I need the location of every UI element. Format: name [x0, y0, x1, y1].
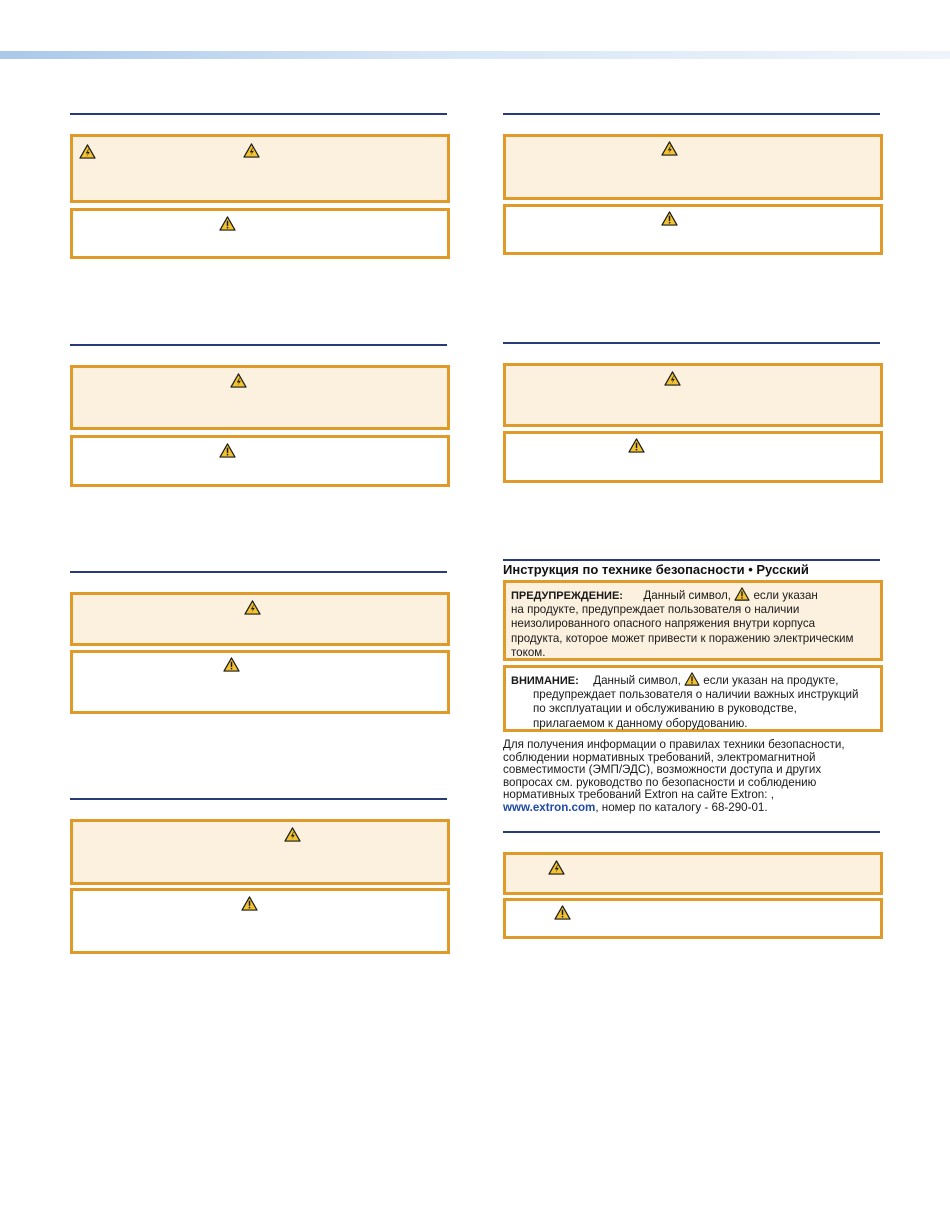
- section-heading-russian: Инструкция по технике безопасности • Русский: [503, 562, 809, 577]
- section-rule: [503, 831, 880, 833]
- warning-text: током.: [511, 645, 546, 659]
- caution-text: по эксплуатации и обслуживанию в руководстве,: [533, 702, 797, 716]
- caution-box-russian: [503, 665, 883, 732]
- warning-text: Данный символ,: [643, 589, 732, 602]
- caution-text: прилагаемом к данному оборудованию.: [533, 716, 748, 730]
- caution-box: [70, 650, 450, 714]
- warning-text: неизолированного опасного напряжения внутри корпуса: [511, 617, 816, 631]
- caution-box: [503, 204, 883, 255]
- warning-box: [70, 365, 450, 430]
- lightning-triangle-icon: [661, 141, 678, 156]
- warning-box: [503, 852, 883, 895]
- lightning-triangle-icon: [230, 373, 247, 388]
- section-rule: [70, 571, 447, 573]
- warning-box: [503, 363, 883, 427]
- caution-text: Данный символ,: [593, 674, 681, 687]
- info-text: вопросах см. руководство по безопасности и соблюдению: [503, 775, 817, 789]
- caution-label: ВНИМАНИЕ:: [511, 675, 579, 687]
- section-rule: [503, 113, 880, 115]
- exclamation-triangle-icon: [661, 211, 678, 226]
- exclamation-triangle-icon: [219, 443, 236, 458]
- lightning-triangle-icon: [284, 827, 301, 842]
- exclamation-triangle-icon: [219, 216, 236, 231]
- caution-box: [503, 431, 883, 483]
- warning-box: [70, 819, 450, 885]
- header-gradient-bar: [0, 51, 950, 59]
- caution-box: [70, 208, 450, 259]
- lightning-triangle-icon: [548, 860, 565, 875]
- info-text: Для получения информации о правилах техники безопасности,: [503, 738, 845, 751]
- exclamation-triangle-icon: [734, 587, 750, 601]
- warning-box: [70, 592, 450, 646]
- exclamation-triangle-icon: [554, 905, 571, 920]
- warning-box: [70, 134, 450, 203]
- caution-box: [503, 898, 883, 939]
- info-text: , номер по каталогу - 68-290-01.: [595, 800, 768, 814]
- caution-box: [70, 435, 450, 487]
- extron-website-link[interactable]: www.extron.com: [503, 800, 596, 814]
- info-text: совместимости (ЭМП/ЭДС), возможности доступа и других: [503, 763, 822, 777]
- info-text: нормативных требований Extron на сайте Extron: ,: [503, 788, 774, 802]
- exclamation-triangle-icon: [241, 896, 258, 911]
- info-paragraph: [503, 739, 875, 815]
- info-text: соблюдении нормативных требований, электромагнитной: [503, 750, 816, 764]
- lightning-triangle-icon: [664, 371, 681, 386]
- warning-text: если указан: [753, 589, 818, 602]
- section-rule: [70, 113, 447, 115]
- exclamation-triangle-icon: [628, 438, 645, 453]
- warning-box: [503, 134, 883, 200]
- caution-text: предупреждает пользователя о наличии важных инструкций: [533, 688, 859, 702]
- exclamation-triangle-icon: [684, 672, 700, 686]
- lightning-triangle-icon: [79, 144, 96, 159]
- warning-box-russian: [503, 580, 883, 661]
- section-rule: [70, 344, 447, 346]
- section-rule: [503, 342, 880, 344]
- lightning-triangle-icon: [244, 600, 261, 615]
- exclamation-triangle-icon: [223, 657, 240, 672]
- caution-text: если указан на продукте,: [703, 674, 839, 687]
- warning-text: на продукте, предупреждает пользователя о наличии: [511, 603, 800, 617]
- warning-label: ПРЕДУПРЕЖДЕНИЕ:: [511, 590, 623, 602]
- section-rule: [503, 559, 880, 561]
- section-rule: [70, 798, 447, 800]
- lightning-triangle-icon: [243, 143, 260, 158]
- warning-text: продукта, которое может привести к поражению электрическим: [511, 631, 854, 645]
- caution-box: [70, 888, 450, 954]
